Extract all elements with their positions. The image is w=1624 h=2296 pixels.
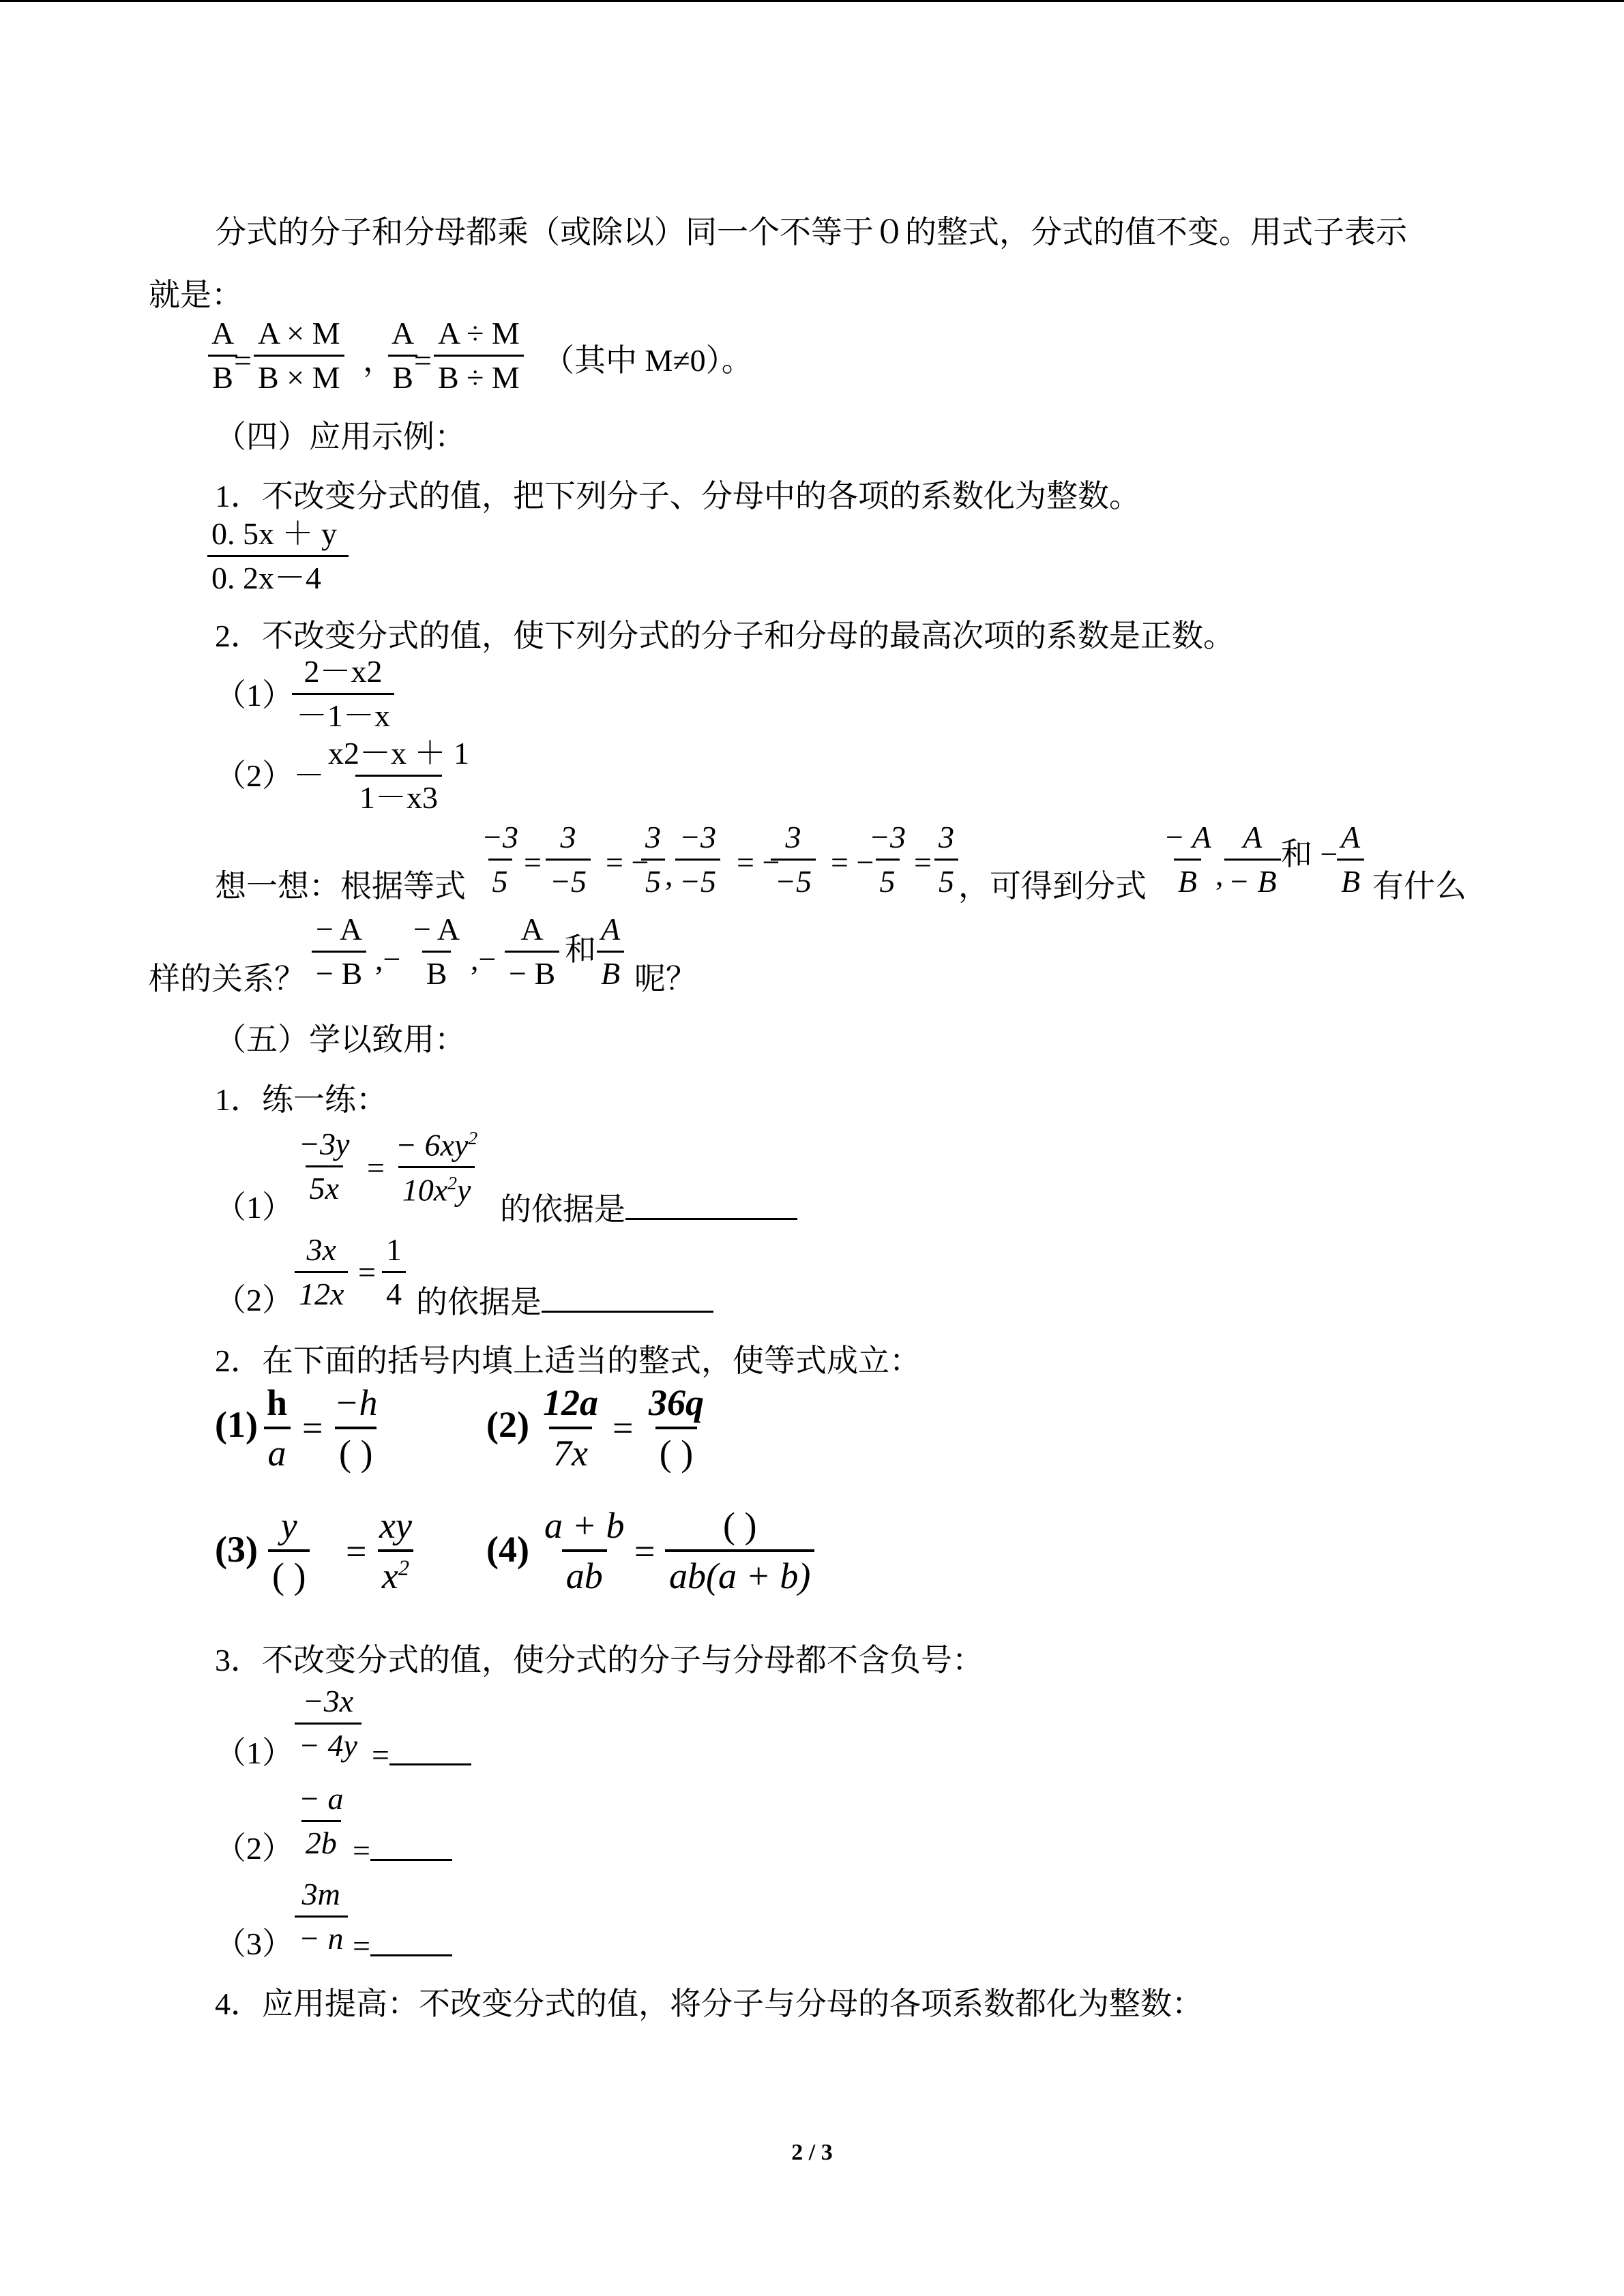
think-equality-fraction: −3 5 bbox=[869, 820, 906, 899]
practice2-left-fraction: 3x 12x bbox=[295, 1234, 348, 1310]
answer-blank[interactable] bbox=[389, 1738, 471, 1765]
think-mid-text: ，可得到分式 bbox=[958, 869, 1147, 904]
think-equality-fraction: 3 −5 bbox=[771, 822, 816, 897]
answer-blank[interactable] bbox=[542, 1285, 713, 1313]
equals-sign: = bbox=[353, 1833, 370, 1868]
sign3-fraction: 3m − n bbox=[295, 1879, 348, 1954]
rule-condition: （其中 M≠0）。 bbox=[543, 343, 753, 378]
fill1-left-fraction: h a bbox=[263, 1384, 291, 1472]
practice1-left-fraction: −3y 5x bbox=[299, 1127, 350, 1206]
equals-sign: = bbox=[634, 1531, 655, 1572]
equals-minus-sign: = − bbox=[737, 845, 780, 880]
section5-question4: 4．应用提高：不改变分式的值，将分子与分母的各项系数都化为整数： bbox=[215, 1986, 1203, 2021]
sign1-fraction: −3x − 4y bbox=[295, 1686, 361, 1761]
equals-sign: = bbox=[302, 1407, 323, 1448]
think-tail: 有什么 bbox=[1372, 869, 1466, 904]
equals-sign: = bbox=[353, 1928, 370, 1963]
equals-sign: = bbox=[524, 845, 542, 880]
comma-minus: ,− bbox=[471, 942, 497, 976]
sign2-label: （2） bbox=[215, 1831, 293, 1866]
fill3-right-fraction: xy $x^2$ bbox=[375, 1507, 416, 1594]
example1-fraction: 0. 5x ＋ y 0. 2x－4 bbox=[207, 518, 349, 594]
equals-sign: = bbox=[367, 1150, 385, 1185]
think-question-fraction: − A B bbox=[413, 912, 460, 991]
example2b-fraction: x2－x ＋ 1 1－x3 bbox=[328, 736, 469, 815]
fill4-right-fraction: ( ) ab(a + b) bbox=[665, 1507, 814, 1594]
think-line2-tail: 呢？ bbox=[634, 961, 697, 996]
comma: , bbox=[1215, 857, 1224, 892]
and-minus-text: 和 − bbox=[1281, 837, 1338, 871]
think-general-fraction: A B bbox=[1337, 822, 1364, 897]
sign2-answer bbox=[353, 1833, 452, 1866]
equals-minus-sign: = − bbox=[831, 845, 874, 880]
answer-blank[interactable] bbox=[370, 1833, 452, 1861]
fill4-left-fraction: a + b ab bbox=[544, 1505, 625, 1596]
equals-sign: = bbox=[346, 1531, 367, 1572]
rule-text-line2: 就是： bbox=[149, 278, 243, 312]
section5-heading: （五）学以致用： bbox=[215, 1022, 466, 1057]
sign1-label: （1） bbox=[215, 1735, 293, 1770]
example2a-label: （1） bbox=[215, 678, 293, 713]
example2b-label: （2）－ bbox=[215, 758, 325, 793]
practice1-basis bbox=[500, 1192, 797, 1225]
fill3-left-fraction: y ( ) bbox=[268, 1507, 310, 1594]
think-equality-fraction: 3 5 bbox=[934, 822, 958, 897]
fill2-right-fraction: 36q ( ) bbox=[649, 1382, 704, 1474]
section4-heading: （四）应用示例： bbox=[215, 419, 466, 454]
rule-fraction-divide: A ÷ M B ÷ M bbox=[434, 318, 524, 393]
fill2-left-fraction: 12a 7x bbox=[543, 1382, 598, 1474]
sign3-answer bbox=[353, 1928, 452, 1962]
think-general-fraction: − A B bbox=[1164, 820, 1211, 899]
sign2-fraction: − a 2b bbox=[299, 1781, 344, 1860]
rule-fraction-a-over-b: A B bbox=[207, 318, 238, 393]
equals-sign: = bbox=[234, 343, 252, 378]
think-label: 想一想：根据等式 bbox=[215, 869, 466, 904]
practice2-basis bbox=[416, 1285, 713, 1318]
think-equality-fraction: 3 5 bbox=[641, 822, 665, 897]
rule-text-line1: 分式的分子和分母都乘（或除以）同一个不等于０的整式，分式的值不变。用式子表示 bbox=[215, 215, 1407, 250]
equals-sign: = bbox=[612, 1407, 634, 1448]
fill2-label: (2) bbox=[486, 1404, 529, 1445]
rule-fraction-multiply: A × M B × M bbox=[254, 318, 344, 393]
comma: ， bbox=[363, 343, 394, 378]
section4-question2: 2．不改变分式的值，使下列分式的分子和分母的最高次项的系数是正数。 bbox=[215, 618, 1235, 653]
section5-question1: 1．练一练： bbox=[215, 1082, 387, 1117]
think-equality-fraction: −3 −5 bbox=[675, 822, 720, 897]
think-equality-fraction: −3 5 bbox=[482, 820, 519, 899]
answer-blank[interactable] bbox=[370, 1928, 452, 1956]
rule-fraction-a-over-b-2: A B bbox=[387, 318, 418, 393]
think-question-fraction: − A − B bbox=[312, 914, 366, 989]
think-equality-fraction: 3 −5 bbox=[546, 822, 591, 897]
comma-minus: ,− bbox=[375, 942, 401, 976]
equals-sign: = bbox=[372, 1738, 389, 1772]
section5-question3: 3．不改变分式的值，使分式的分子与分母都不含负号： bbox=[215, 1643, 984, 1678]
equals-sign: = bbox=[358, 1255, 376, 1289]
page-top-border bbox=[0, 0, 1624, 2]
equals-sign: = bbox=[414, 343, 432, 378]
page-number: 2 / 3 bbox=[791, 2140, 833, 2165]
think-question-fraction: A − B bbox=[505, 914, 559, 989]
answer-blank[interactable] bbox=[625, 1192, 797, 1220]
section4-question1: 1．不改变分式的值，把下列分子、分母中的各项的系数化为整数。 bbox=[215, 479, 1140, 513]
fill4-label: (4) bbox=[486, 1529, 529, 1570]
fill3-label: (3) bbox=[215, 1529, 258, 1570]
equals-sign: = bbox=[914, 845, 932, 880]
think-line2-label: 样的关系？ bbox=[149, 961, 306, 996]
basis-label: 的依据是 bbox=[416, 1285, 542, 1320]
fill1-label: (1) bbox=[215, 1404, 258, 1445]
comma: , bbox=[665, 857, 673, 892]
practice2-label: （2） bbox=[215, 1283, 293, 1317]
think-question-fraction: A B bbox=[597, 914, 624, 989]
sign3-label: （3） bbox=[215, 1926, 293, 1961]
basis-label: 的依据是 bbox=[500, 1192, 625, 1227]
sign1-answer bbox=[372, 1738, 471, 1771]
section5-question2: 2．在下面的括号内填上适当的整式，使等式成立： bbox=[215, 1343, 921, 1378]
equals-minus-sign: = − bbox=[606, 845, 649, 880]
practice1-right-fraction: − $6xy^2$ $10x^2y$ bbox=[396, 1127, 478, 1208]
and-text: 和 bbox=[565, 932, 596, 967]
fill1-right-fraction: −h ( ) bbox=[334, 1382, 378, 1474]
example2a-fraction: 2－x2 －1－x bbox=[292, 656, 394, 732]
practice1-label: （1） bbox=[215, 1190, 293, 1225]
practice2-right-fraction: 1 4 bbox=[382, 1234, 406, 1310]
think-general-fraction: A − B bbox=[1224, 822, 1281, 897]
